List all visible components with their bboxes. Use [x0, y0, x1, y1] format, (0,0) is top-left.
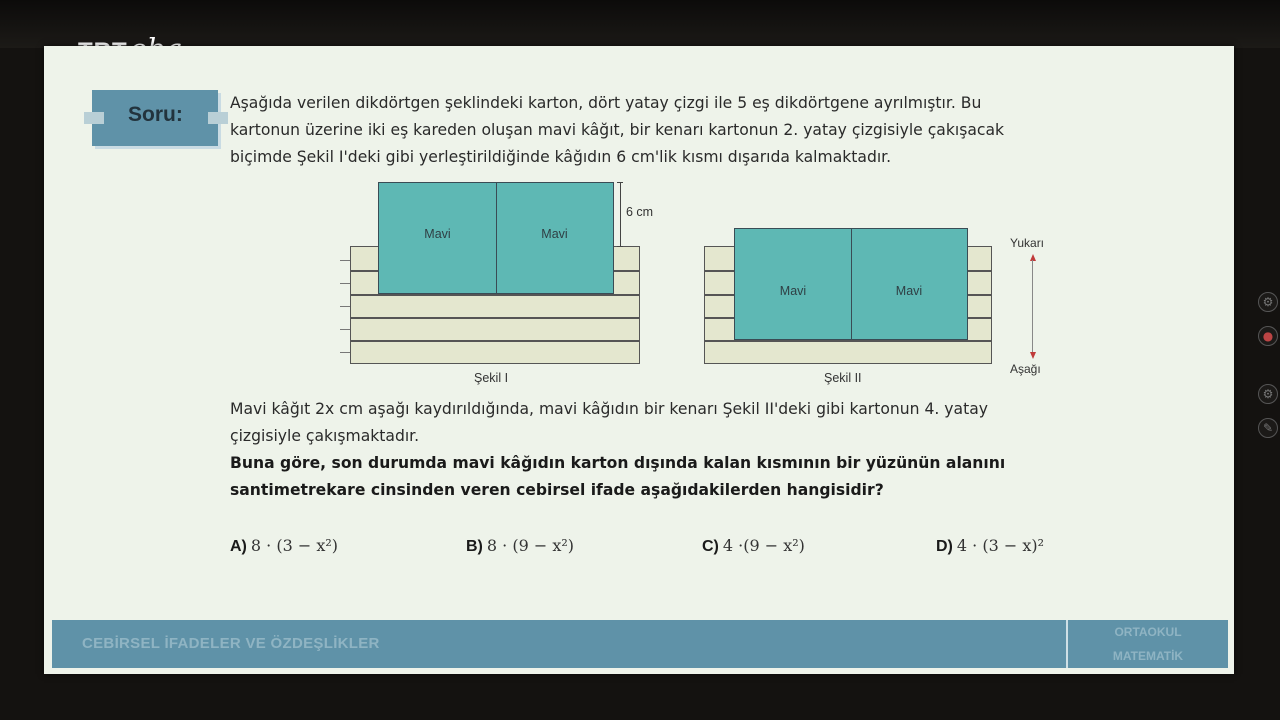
question-tag — [92, 90, 218, 146]
question-line: Mavi kâğıt 2x cm aşağı kaydırıldığında, mavi kâğıdın bir kenarı Şekil II'deki gibi kartonun 4. yatay — [230, 400, 988, 418]
figure-1 — [346, 170, 660, 390]
blue-label-right: Mavi — [541, 227, 568, 241]
figure-2-caption: Şekil II — [824, 371, 862, 385]
down-label: Aşağı — [1010, 362, 1041, 376]
footer-bar — [52, 620, 1228, 668]
blue-label-left: Mavi — [424, 227, 451, 241]
question-tag-label: Soru: — [128, 103, 183, 126]
settings-icon[interactable]: ⚙ — [1258, 384, 1278, 404]
up-arrow-icon — [1030, 254, 1036, 261]
dimension-label: 6 cm — [626, 205, 654, 219]
option-expression: 8 · (9 − x²) — [486, 536, 575, 555]
question-line: kartonun üzerine iki eş kareden oluşan mavi kâğıt, bir kenarı kartonun 2. yatay çizgisiyle çakışacak — [230, 121, 1005, 139]
option-d[interactable] — [936, 536, 1044, 556]
subject-label: MATEMATİK — [1112, 649, 1184, 663]
slide-screen — [44, 46, 1234, 674]
option-expression: 8 · (3 − x²) — [250, 536, 339, 555]
option-letter: B) — [466, 538, 483, 555]
blue-paper — [734, 228, 968, 340]
settings-icon[interactable]: ⚙ — [1258, 292, 1278, 312]
question-continuation — [230, 396, 1160, 504]
option-expression: 4 · (3 − x)² — [956, 536, 1045, 555]
option-letter: C) — [702, 538, 719, 555]
pen-icon[interactable]: ✎ — [1258, 418, 1278, 438]
topic-title: CEBİRSEL İFADELER VE ÖZDEŞLİKLER — [82, 635, 380, 652]
figure-1-caption: Şekil I — [474, 371, 509, 385]
option-b[interactable] — [466, 536, 574, 556]
blue-label-left: Mavi — [779, 284, 807, 298]
option-a[interactable] — [230, 536, 338, 556]
option-letter: A) — [230, 538, 247, 555]
level-label: ORTAOKUL — [1114, 625, 1182, 639]
blue-label-right: Mavi — [895, 284, 923, 298]
level-badge — [1066, 620, 1228, 668]
down-arrow-icon — [1030, 352, 1036, 359]
record-icon[interactable]: ● — [1258, 326, 1278, 346]
question-intro — [230, 90, 1160, 171]
option-c[interactable] — [702, 536, 805, 556]
option-letter: D) — [936, 538, 953, 555]
question-prompt-line: santimetrekare cinsinden veren cebirsel ifade aşağıdakilerden hangisidir? — [230, 481, 884, 499]
question-line: çizgisiyle çakışmaktadır. — [230, 427, 420, 445]
question-line: biçimde Şekil I'deki gibi yerleştirildiğinde kâğıdın 6 cm'lik kısmı dışarıda kalmaktadır. — [230, 148, 892, 166]
question-line: Aşağıda verilen dikdörtgen şeklindeki karton, dört yatay çizgi ile 5 eş dikdörtgene ayrılmıştır. Bu — [230, 94, 982, 112]
option-expression: 4 ·(9 − x²) — [722, 536, 805, 555]
question-prompt-line: Buna göre, son durumda mavi kâğıdın karton dışında kalan kısmının bir yüzünün alanını — [230, 454, 1006, 472]
monitor-bezel — [0, 0, 1280, 48]
figure-2 — [700, 170, 1080, 390]
up-label: Yukarı — [1010, 236, 1045, 250]
blue-paper — [378, 182, 614, 294]
